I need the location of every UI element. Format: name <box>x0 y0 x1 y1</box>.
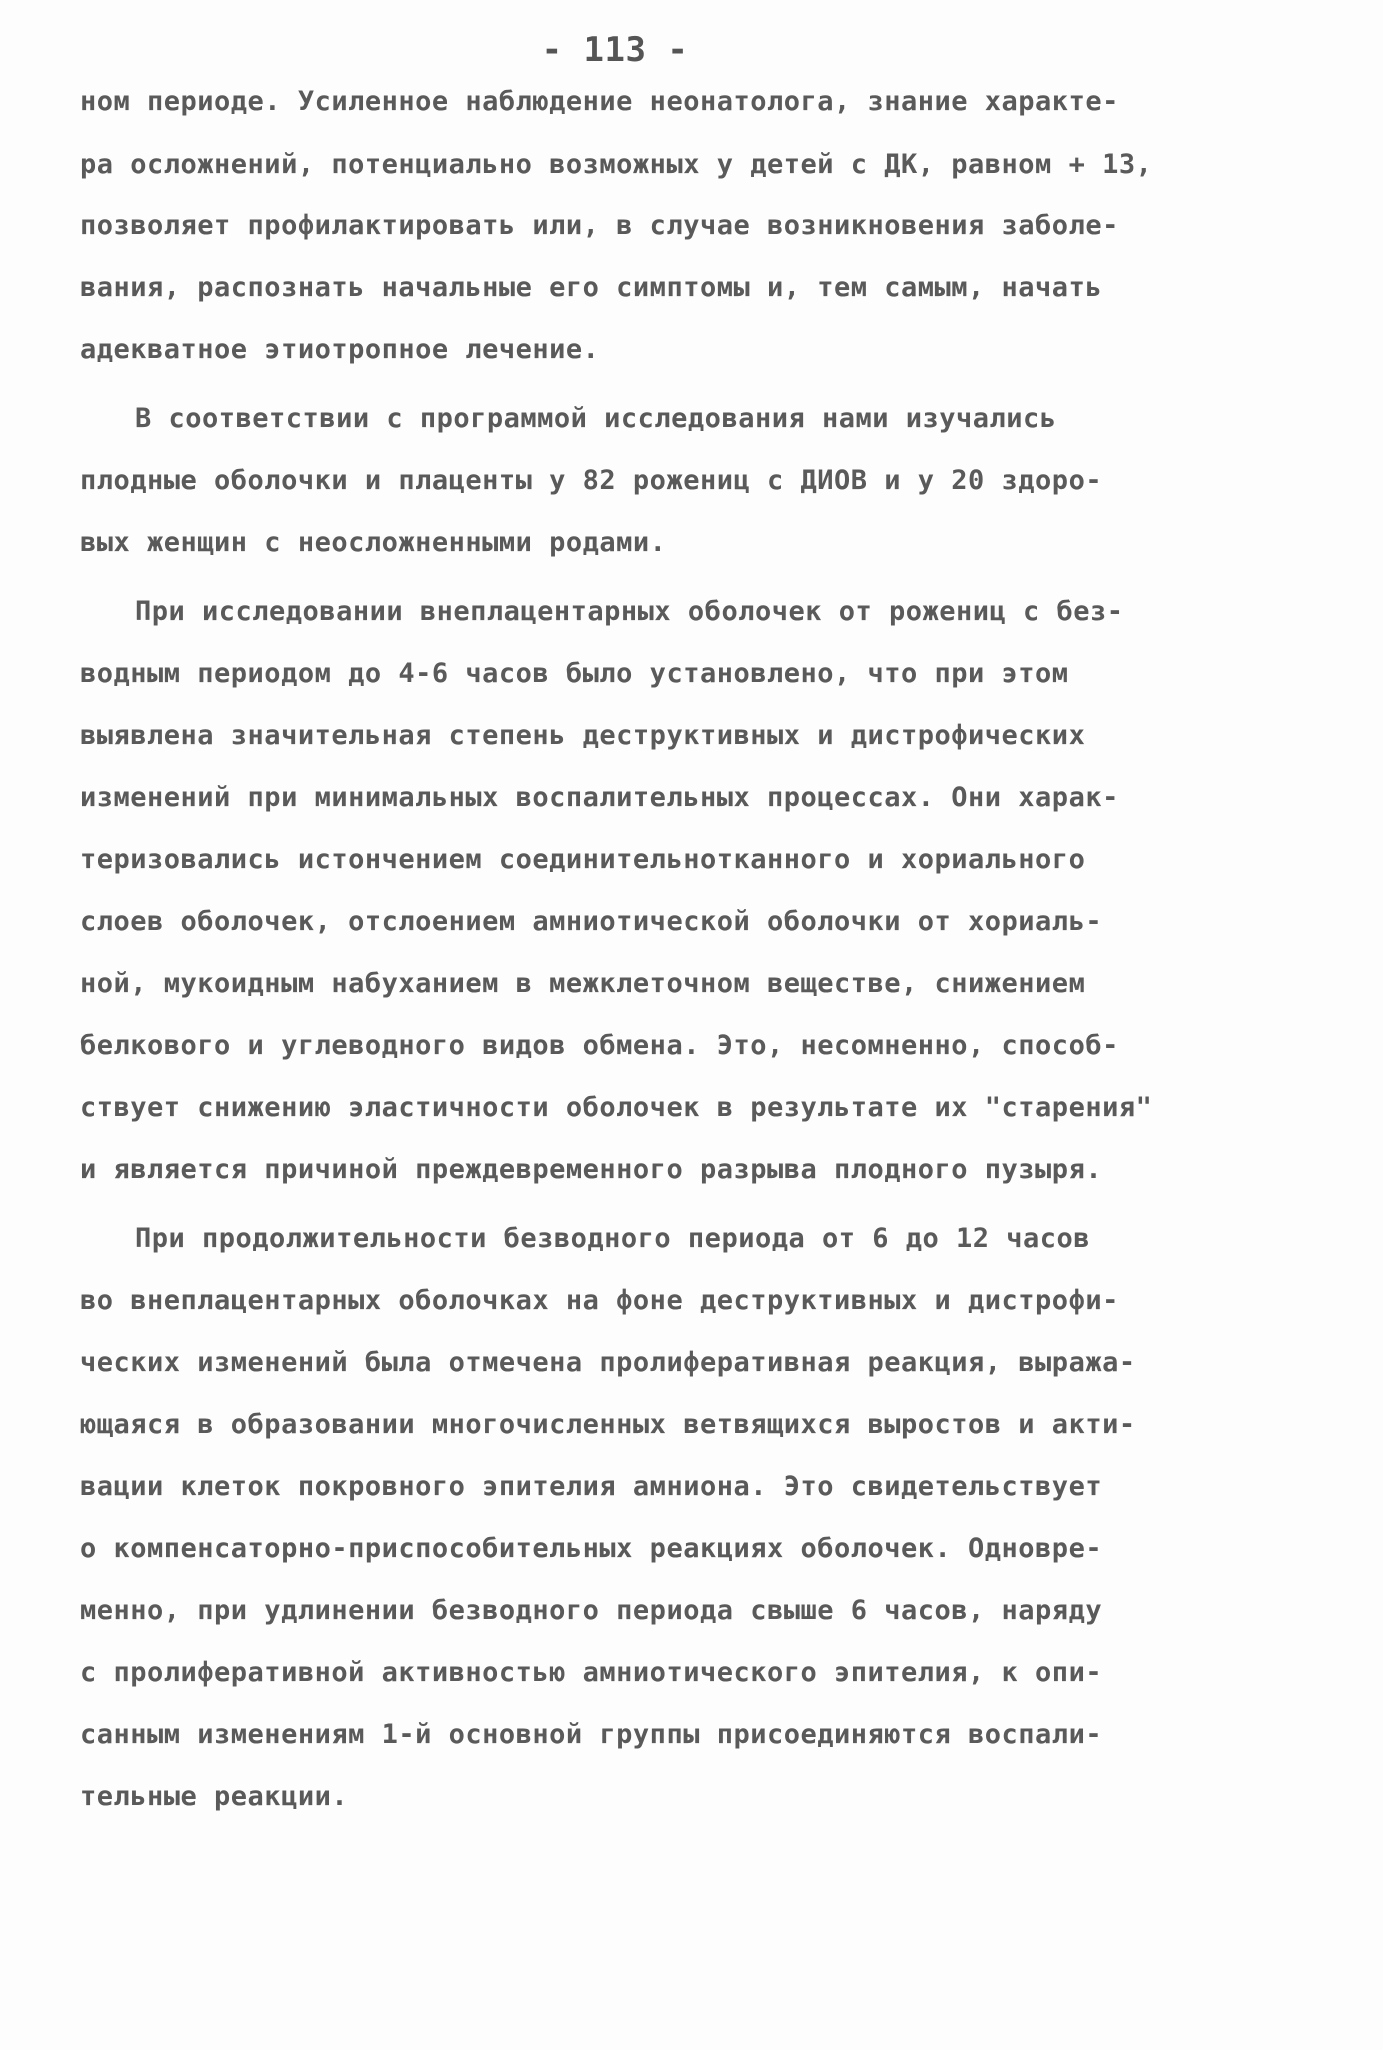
text-line: вации клеток покровного эпителия амниона. Это свидетельствует <box>80 1471 1103 1502</box>
text-line: ной, мукоидным набуханием в межклеточном веществе, снижением <box>80 968 1086 999</box>
text-line: о компенсаторно-приспособительных реакциях оболочек. Одновре- <box>80 1533 1103 1564</box>
page-number: - 113 - <box>541 30 689 70</box>
text-line: водным периодом до 4-6 часов было установлено, что при этом <box>80 658 1069 689</box>
text-line: слоев оболочек, отслоением амниотической оболочки от хориаль- <box>80 906 1103 937</box>
text-line: При исследовании внеплацентарных оболочек от рожениц с без- <box>135 596 1124 627</box>
text-line: позволяет профилактировать или, в случае возникновения заболе- <box>80 210 1119 241</box>
text-line: вания, распознать начальные его симптомы и, тем самым, начать <box>80 272 1103 303</box>
text-line: белкового и углеводного видов обмена. Это, несомненно, способ- <box>80 1030 1119 1061</box>
text-line: При продолжительности безводного периода от 6 до 12 часов <box>135 1223 1091 1254</box>
text-line: менно, при удлинении безводного периода свыше 6 часов, наряду <box>80 1595 1103 1626</box>
text-line: ющаяся в образовании многочисленных ветвящихся выростов и акти- <box>80 1409 1136 1440</box>
text-line: плодные оболочки и плаценты у 82 рожениц с ДИОВ и у 20 здоро- <box>80 465 1103 496</box>
text-line: теризовались истончением соединительнотканного и хориального <box>80 844 1086 875</box>
text-line: В соответствии с программой исследования нами изучались <box>135 403 1057 434</box>
text-line: вых женщин с неосложненными родами. <box>80 527 667 558</box>
text-line: с пролиферативной активностью амниотического эпителия, к опи- <box>80 1657 1103 1688</box>
text-line: адекватное этиотропное лечение. <box>80 334 600 365</box>
text-line: ра осложнений, потенциально возможных у детей с ДК, равном + 13, <box>80 149 1153 180</box>
text-line: тельные реакции. <box>80 1781 349 1812</box>
text-line: изменений при минимальных воспалительных процессах. Они харак- <box>80 782 1119 813</box>
text-line: ческих изменений была отмечена пролиферативная реакция, выража- <box>80 1347 1136 1378</box>
text-line: санным изменениям 1-й основной группы присоединяются воспали- <box>80 1719 1103 1750</box>
text-line: ном периоде. Усиленное наблюдение неонатолога, знание характе- <box>80 86 1119 117</box>
text-line: выявлена значительная степень деструктивных и дистрофических <box>80 720 1086 751</box>
text-line: и является причиной преждевременного разрыва плодного пузыря. <box>80 1154 1103 1185</box>
text-line: ствует снижению эластичности оболочек в результате их "старения" <box>80 1092 1153 1123</box>
text-line: во внеплацентарных оболочках на фоне деструктивных и дистрофи- <box>80 1285 1119 1316</box>
